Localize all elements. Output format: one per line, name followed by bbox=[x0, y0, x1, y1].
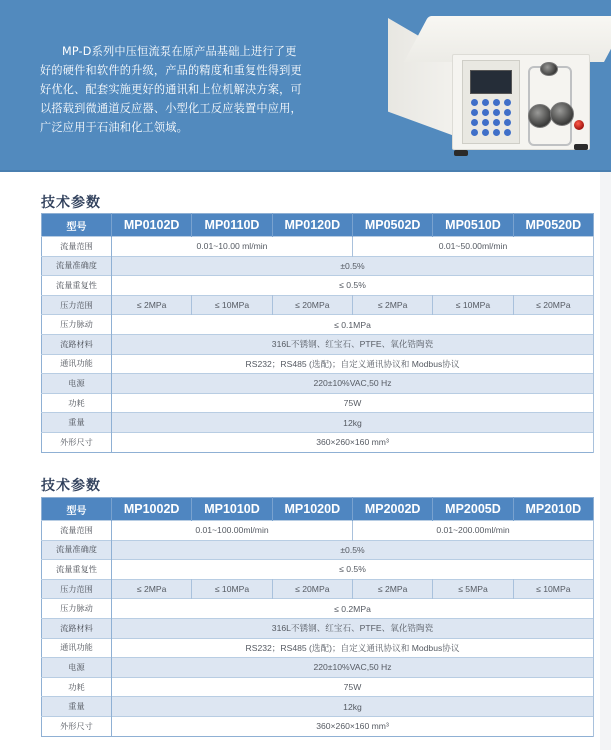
pump-head-left-icon bbox=[528, 104, 552, 128]
pressure-range-value: ≤ 10MPa bbox=[433, 295, 513, 315]
keypad-button-icon bbox=[504, 129, 511, 136]
model-name: MP0502D bbox=[352, 214, 432, 237]
row-label: 功耗 bbox=[42, 393, 112, 413]
row-label: 流量准确度 bbox=[42, 540, 112, 560]
keypad-button-icon bbox=[493, 109, 500, 116]
table-row bbox=[42, 276, 594, 296]
model-name: MP0120D bbox=[272, 214, 352, 237]
model-name: MP1020D bbox=[272, 498, 352, 521]
model-header: 型号 bbox=[42, 214, 112, 237]
pressure-range-value: ≤ 10MPa bbox=[513, 579, 593, 599]
keypad-button-icon bbox=[471, 129, 478, 136]
pump-head-right-icon bbox=[550, 102, 574, 126]
spec-table-2 bbox=[41, 497, 594, 737]
pump-foot bbox=[574, 144, 588, 150]
table-row bbox=[42, 413, 594, 433]
table-row bbox=[42, 256, 594, 276]
row-label: 压力范围 bbox=[42, 579, 112, 599]
row-label: 通讯功能 bbox=[42, 354, 112, 374]
row-label: 流量范围 bbox=[42, 237, 112, 257]
model-name: MP0110D bbox=[192, 214, 272, 237]
power-consumption-value: 75W bbox=[112, 677, 594, 697]
pressure-range-value: ≤ 5MPa bbox=[433, 579, 513, 599]
keypad-button-icon bbox=[482, 129, 489, 136]
row-label: 重量 bbox=[42, 697, 112, 717]
model-name: MP0102D bbox=[112, 214, 192, 237]
pressure-pulsation-value: ≤ 0.1MPa bbox=[112, 315, 594, 335]
row-label: 流量范围 bbox=[42, 521, 112, 541]
table-row bbox=[42, 697, 594, 717]
row-label: 外形尺寸 bbox=[42, 716, 112, 736]
row-label: 压力脉动 bbox=[42, 315, 112, 335]
power-supply-value: 220±10%VAC,50 Hz bbox=[112, 658, 594, 678]
model-header: 型号 bbox=[42, 498, 112, 521]
table-row bbox=[42, 354, 594, 374]
pump-product-image bbox=[378, 16, 593, 160]
keypad-button-icon bbox=[482, 109, 489, 116]
row-label: 电源 bbox=[42, 658, 112, 678]
row-label: 压力脉动 bbox=[42, 599, 112, 619]
keypad-button-icon bbox=[471, 109, 478, 116]
flow-range-value: 0.01~200.00ml/min bbox=[352, 521, 593, 541]
product-intro-text: MP-D系列中压恒流泵在原产品基础上进行了更好的硬件和软件的升级，产品的精度和重复性得到更好优化、配套实施更好的通讯和上位机解决方案，可以搭载到微通道反应器、小型化工反应装置中应用，广泛应用于石油和化工领域。 bbox=[40, 45, 302, 134]
row-label: 通讯功能 bbox=[42, 638, 112, 658]
keypad-button-icon bbox=[504, 109, 511, 116]
row-label: 重量 bbox=[42, 413, 112, 433]
table-row bbox=[42, 295, 594, 315]
weight-value: 12kg bbox=[112, 697, 594, 717]
table-row bbox=[42, 393, 594, 413]
power-consumption-value: 75W bbox=[112, 393, 594, 413]
table-row bbox=[42, 540, 594, 560]
weight-value: 12kg bbox=[112, 413, 594, 433]
keypad-button-icon bbox=[493, 99, 500, 106]
model-name: MP0520D bbox=[513, 214, 593, 237]
table-header-row bbox=[42, 498, 594, 521]
spec-table-1-title: 技术参数 bbox=[41, 195, 101, 211]
pump-lcd-display bbox=[470, 70, 512, 94]
row-label: 流量重复性 bbox=[42, 276, 112, 296]
pump-check-valve-icon bbox=[540, 62, 558, 76]
page-edge-shade bbox=[600, 172, 611, 750]
flow-accuracy-value: ±0.5% bbox=[112, 256, 594, 276]
keypad-button-icon bbox=[471, 99, 478, 106]
row-label: 功耗 bbox=[42, 677, 112, 697]
model-name: MP2010D bbox=[513, 498, 593, 521]
table-row bbox=[42, 599, 594, 619]
power-supply-value: 220±10%VAC,50 Hz bbox=[112, 374, 594, 394]
row-label: 压力范围 bbox=[42, 295, 112, 315]
table-row bbox=[42, 658, 594, 678]
table-row bbox=[42, 638, 594, 658]
row-label: 流路材料 bbox=[42, 334, 112, 354]
pressure-range-value: ≤ 2MPa bbox=[352, 295, 432, 315]
table-row bbox=[42, 716, 594, 736]
model-name: MP2002D bbox=[352, 498, 432, 521]
model-name: MP2005D bbox=[433, 498, 513, 521]
model-name: MP1002D bbox=[112, 498, 192, 521]
table-row bbox=[42, 521, 594, 541]
keypad-button-icon bbox=[482, 99, 489, 106]
spec-table-1 bbox=[41, 213, 594, 453]
table-row bbox=[42, 334, 594, 354]
pressure-range-value: ≤ 20MPa bbox=[272, 295, 352, 315]
pressure-range-value: ≤ 20MPa bbox=[513, 295, 593, 315]
table-row bbox=[42, 677, 594, 697]
keypad-button-icon bbox=[493, 119, 500, 126]
row-label: 流量重复性 bbox=[42, 560, 112, 580]
table-row bbox=[42, 560, 594, 580]
keypad-button-icon bbox=[471, 119, 478, 126]
pressure-pulsation-value: ≤ 0.2MPa bbox=[112, 599, 594, 619]
table-header-row bbox=[42, 214, 594, 237]
row-label: 外形尺寸 bbox=[42, 432, 112, 452]
pressure-range-value: ≤ 2MPa bbox=[112, 579, 192, 599]
wetted-materials-value: 316L不锈钢、红宝石、PTFE、氧化锆陶瓷 bbox=[112, 334, 594, 354]
table-row bbox=[42, 237, 594, 257]
flow-accuracy-value: ±0.5% bbox=[112, 540, 594, 560]
flow-range-value: 0.01~100.00ml/min bbox=[112, 521, 353, 541]
pressure-range-value: ≤ 10MPa bbox=[192, 295, 272, 315]
row-label: 流量准确度 bbox=[42, 256, 112, 276]
flow-repeatability-value: ≤ 0.5% bbox=[112, 276, 594, 296]
product-banner bbox=[0, 0, 611, 172]
pressure-range-value: ≤ 20MPa bbox=[272, 579, 352, 599]
pressure-range-value: ≤ 2MPa bbox=[352, 579, 432, 599]
pump-keypad bbox=[471, 99, 513, 136]
communication-value: RS232；RS485 (选配)；自定义通讯协议和 Modbus协议 bbox=[112, 354, 594, 374]
model-name: MP1010D bbox=[192, 498, 272, 521]
table-row bbox=[42, 374, 594, 394]
model-name: MP0510D bbox=[433, 214, 513, 237]
pump-power-button-icon bbox=[574, 120, 584, 130]
pressure-range-value: ≤ 10MPa bbox=[192, 579, 272, 599]
table-row bbox=[42, 315, 594, 335]
communication-value: RS232；RS485 (选配)；自定义通讯协议和 Modbus协议 bbox=[112, 638, 594, 658]
row-label: 电源 bbox=[42, 374, 112, 394]
row-label: 流路材料 bbox=[42, 618, 112, 638]
table-row bbox=[42, 618, 594, 638]
keypad-button-icon bbox=[504, 119, 511, 126]
dimensions-value: 360×260×160 mm³ bbox=[112, 716, 594, 736]
table-row bbox=[42, 579, 594, 599]
keypad-button-icon bbox=[493, 129, 500, 136]
keypad-button-icon bbox=[482, 119, 489, 126]
table-row bbox=[42, 432, 594, 452]
wetted-materials-value: 316L不锈钢、红宝石、PTFE、氧化锆陶瓷 bbox=[112, 618, 594, 638]
pressure-range-value: ≤ 2MPa bbox=[112, 295, 192, 315]
dimensions-value: 360×260×160 mm³ bbox=[112, 432, 594, 452]
flow-range-value: 0.01~10.00 ml/min bbox=[112, 237, 353, 257]
flow-range-value: 0.01~50.00ml/min bbox=[352, 237, 593, 257]
spec-table-2-title: 技术参数 bbox=[41, 478, 101, 494]
pump-foot bbox=[454, 150, 468, 156]
keypad-button-icon bbox=[504, 99, 511, 106]
flow-repeatability-value: ≤ 0.5% bbox=[112, 560, 594, 580]
